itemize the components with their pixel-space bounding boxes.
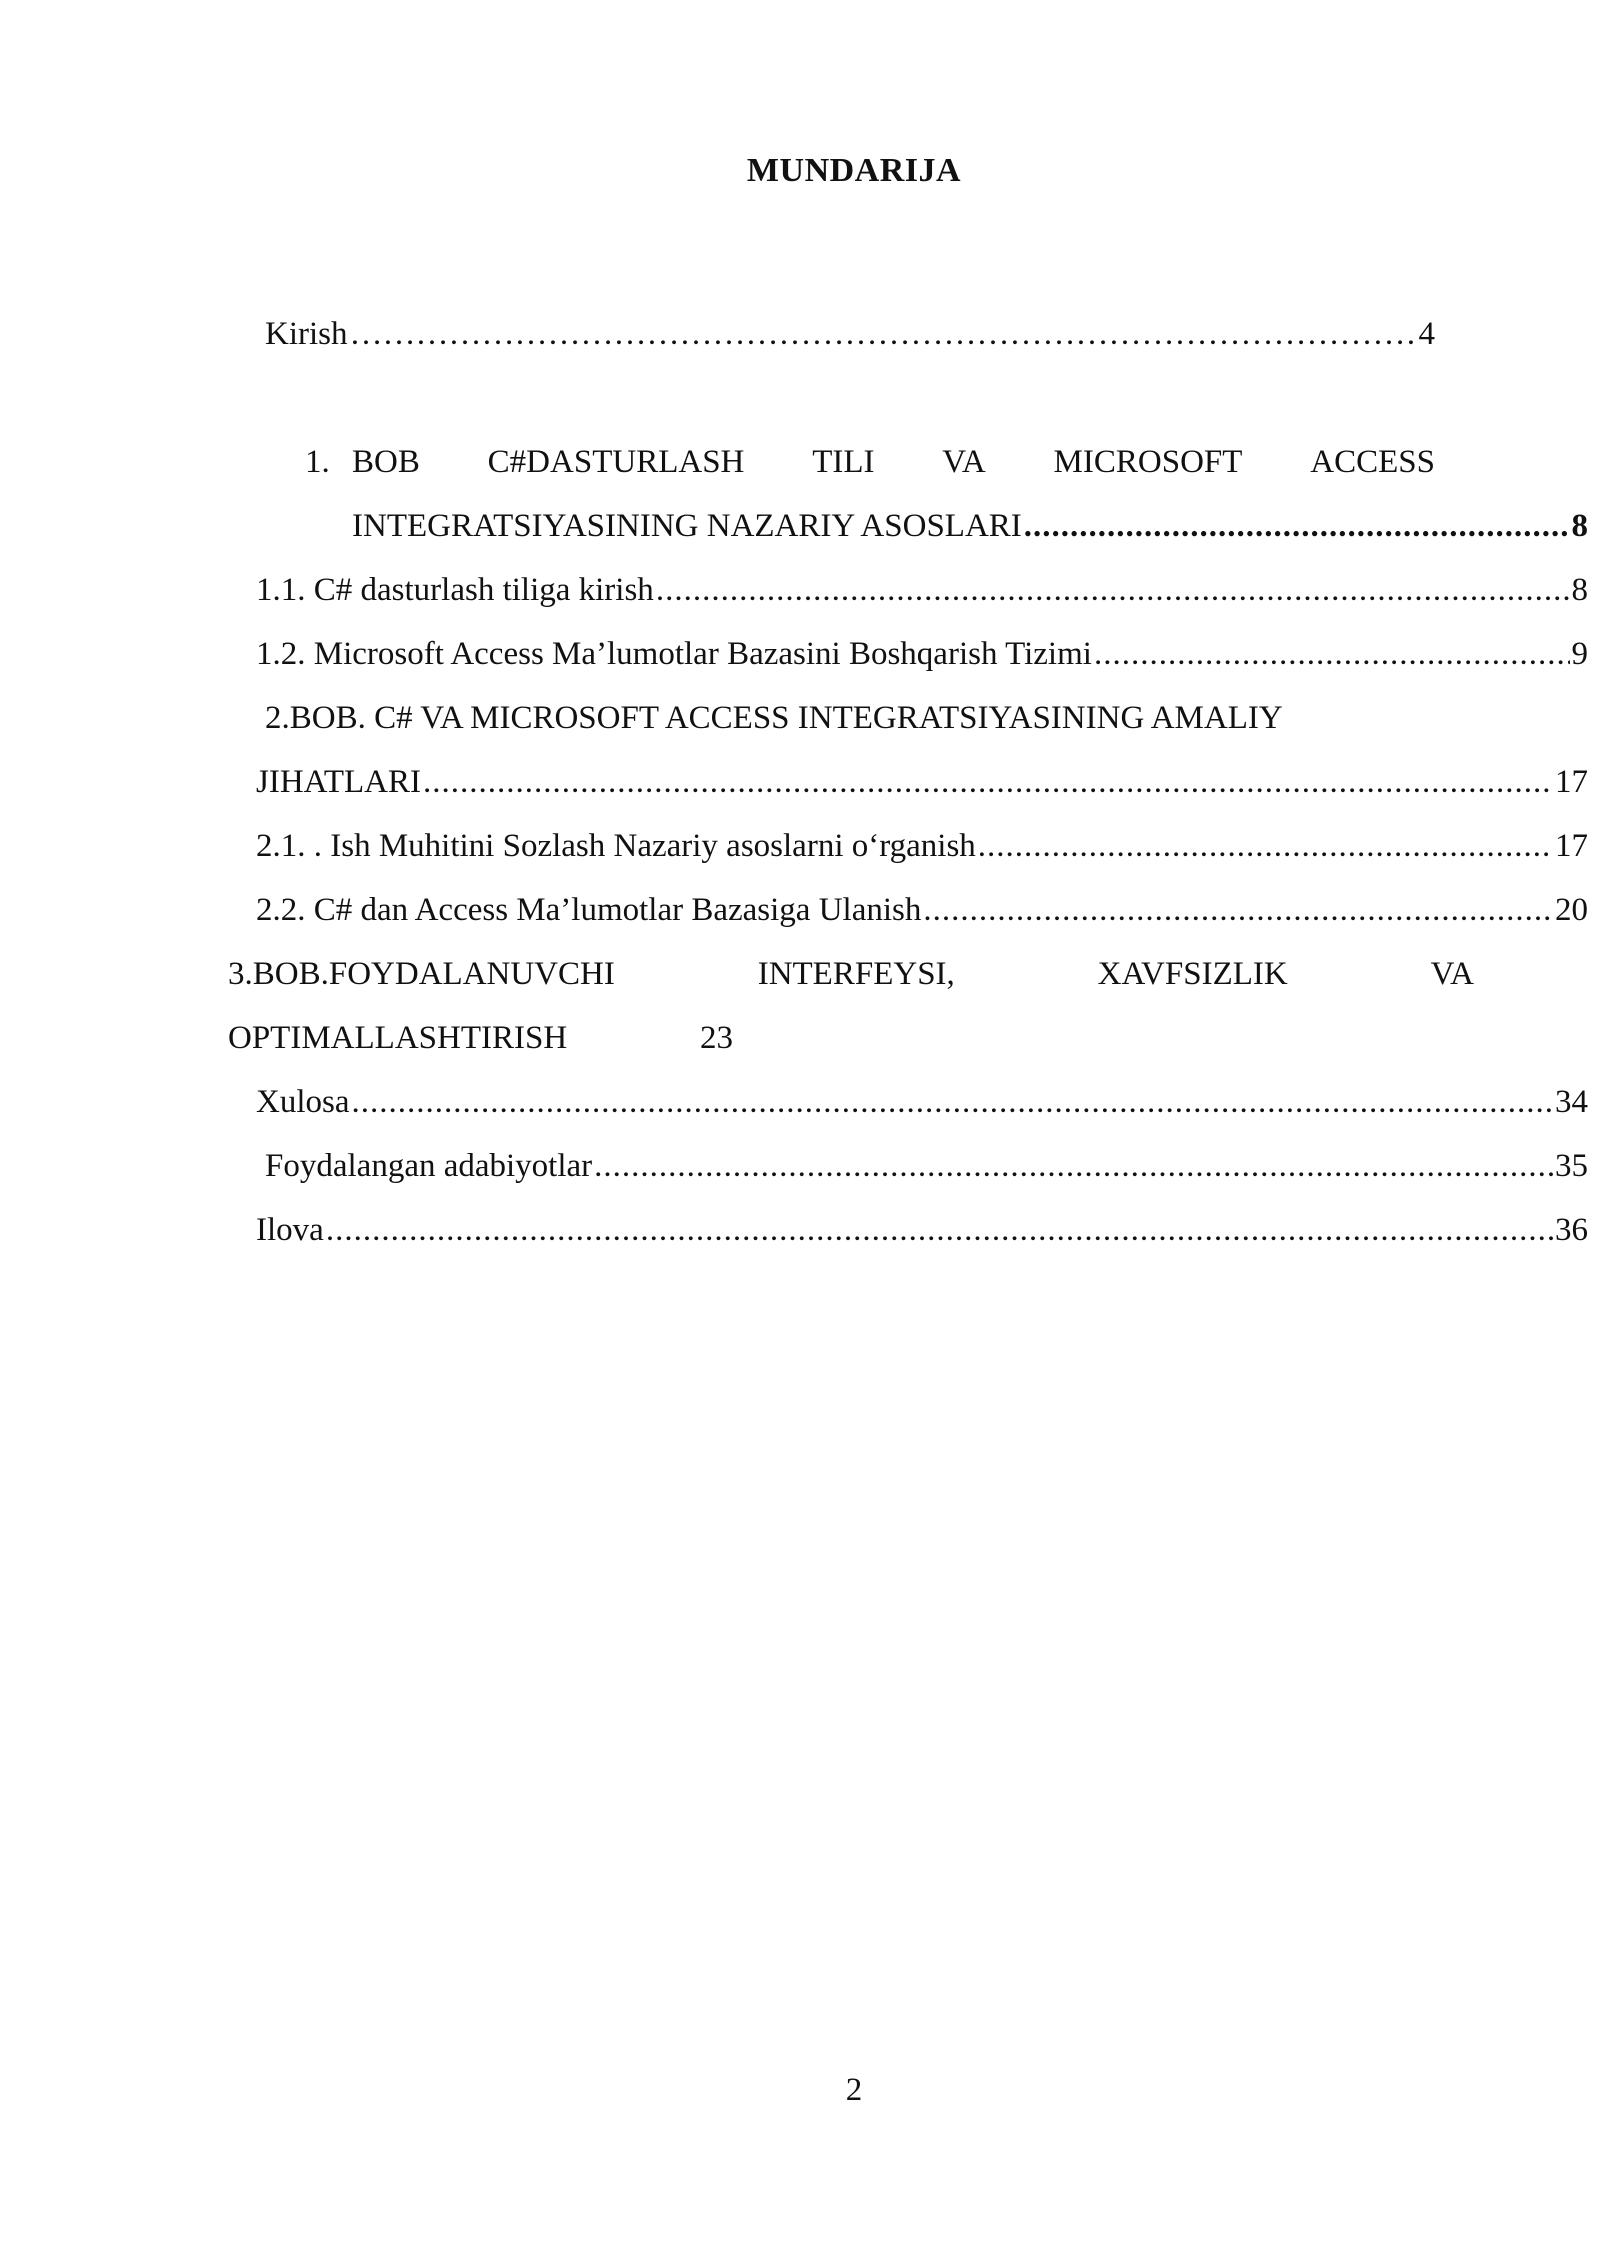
toc-word: ACCESS — [1310, 444, 1435, 480]
toc-word: VA — [942, 444, 986, 480]
toc-label: 2.2. C# dan Access Ma’lumotlar Bazasiga Ulanish — [256, 892, 922, 928]
toc-page-number: 9 — [1571, 636, 1588, 672]
toc-page-number: 23 — [700, 1020, 733, 1056]
toc-entry-chapter2 — [256, 766, 1588, 799]
toc-leader — [350, 318, 1417, 351]
page-number-footer: 2 — [845, 2072, 863, 2108]
toc-leader — [1024, 510, 1570, 543]
toc-entry-conclusion — [256, 1086, 1588, 1119]
toc-word: 3.BOB.FOYDALANUVCHI — [228, 956, 615, 992]
toc-label: Foydalangan adabiyotlar — [265, 1148, 593, 1184]
toc-entry-intro — [265, 318, 1435, 351]
toc-leader — [656, 574, 1570, 607]
toc-label: INTEGRATSIYASINING NAZARIY ASOSLARI — [352, 508, 1022, 544]
toc-word: TILI — [812, 444, 875, 480]
toc-leader — [423, 766, 1553, 799]
toc-page-number: 35 — [1555, 1148, 1588, 1184]
toc-entry-2-2 — [256, 894, 1588, 927]
toc-page-number: 8 — [1571, 572, 1588, 608]
toc-label: Ilova — [256, 1212, 324, 1248]
toc-page-number: 8 — [1571, 508, 1588, 544]
toc-leader — [978, 830, 1553, 863]
page-title: MUNDARIJA — [746, 152, 962, 189]
toc-page-number: 4 — [1418, 316, 1435, 352]
toc-chapter2-line1: 2.BOB. C# VA MICROSOFT ACCESS INTEGRATSIYASINING AMALIY — [265, 700, 1283, 736]
toc-chapter1-line1 — [352, 446, 1435, 479]
toc-label: JIHATLARI — [256, 764, 421, 800]
toc-entry-1-2 — [256, 638, 1588, 671]
toc-leader — [326, 1214, 1553, 1247]
toc-label: Kirish — [265, 316, 348, 352]
toc-chapter1-number: 1. — [305, 444, 330, 480]
toc-word: XAVFSIZLIK — [1097, 956, 1288, 992]
toc-page-number: 34 — [1555, 1084, 1588, 1120]
toc-entry-2-1 — [256, 830, 1588, 863]
toc-label: 2.1. . Ish Muhitini Sozlash Nazariy asoslarni o‘rganish — [256, 828, 976, 864]
toc-page-number: 36 — [1555, 1212, 1588, 1248]
toc-chapter3-line1 — [228, 958, 1474, 991]
toc-page-number: 17 — [1555, 764, 1588, 800]
toc-word: C#DASTURLASH — [487, 444, 745, 480]
toc-leader — [352, 1086, 1554, 1119]
toc-leader — [1094, 638, 1570, 671]
toc-label: Xulosa — [256, 1084, 350, 1120]
toc-entry-1-1 — [256, 574, 1588, 607]
toc-word: BOB — [352, 444, 420, 480]
toc-word: VA — [1430, 956, 1474, 992]
toc-page-number: 20 — [1555, 892, 1588, 928]
toc-leader — [594, 1150, 1553, 1183]
toc-entry-references — [265, 1150, 1588, 1183]
toc-label: 1.2. Microsoft Access Ma’lumotlar Bazasini Boshqarish Tizimi — [256, 636, 1092, 672]
toc-word: INTERFEYSI, — [757, 956, 955, 992]
toc-page-number: 17 — [1555, 828, 1588, 864]
toc-label: 1.1. C# dasturlash tiliga kirish — [256, 572, 654, 608]
toc-word: MICROSOFT — [1053, 444, 1243, 480]
toc-chapter3-line2: OPTIMALLASHTIRISH — [228, 1020, 568, 1056]
toc-entry-chapter1 — [352, 510, 1588, 543]
toc-entry-appendix — [256, 1214, 1588, 1247]
toc-leader — [923, 894, 1553, 927]
